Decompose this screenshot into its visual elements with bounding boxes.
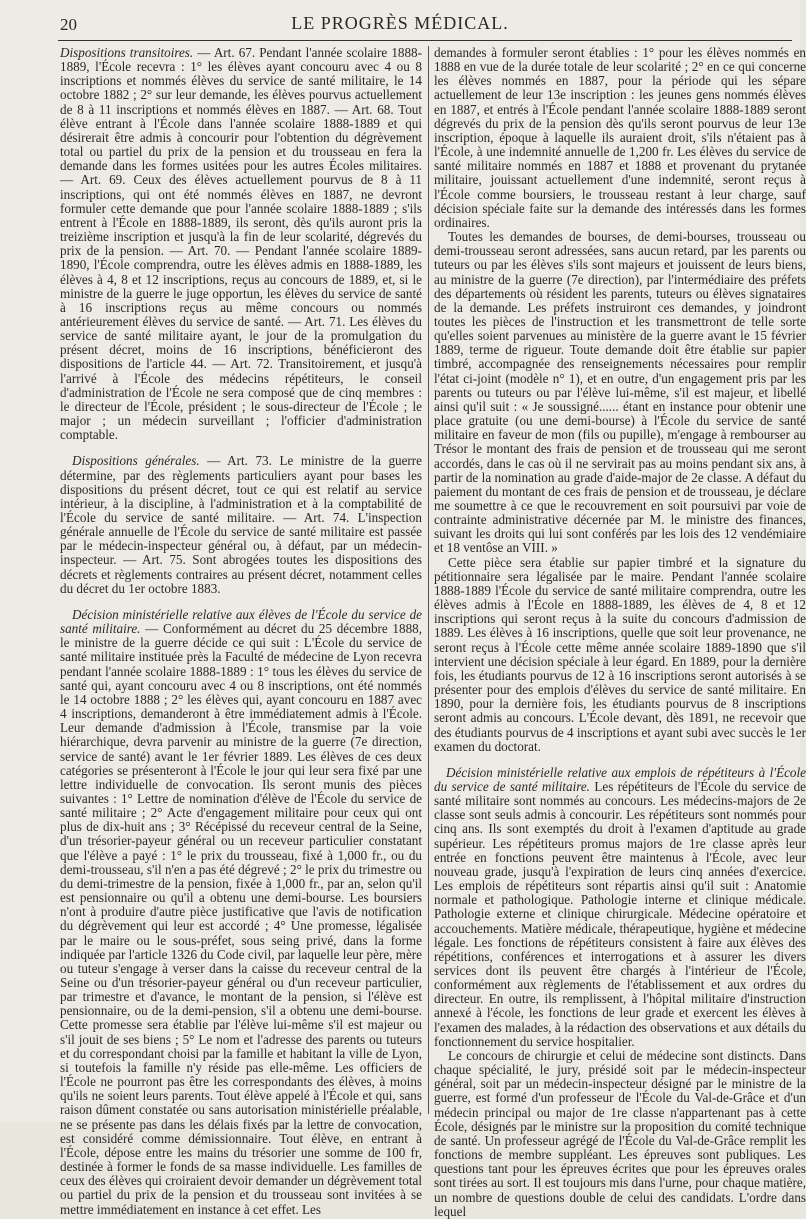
right-column (434, 45, 806, 1219)
paragraph-stamped-paper: Cette pièce sera établie sur papier timbré et la signature du pétitionnaire sera légalisée par le maire. Pendant l'année scolaire 1888-1889 l'École du service de santé militaire comprendra, outre les élèves admis à l'École en 1888-1889, les élèves de 4, 8 et 12 inscriptions qui seront reçus à la suite du concours d'admission de 1889. Les élèves à 16 inscriptions, quelle que soit leur provenance, ne seront reçus à l'École cette même année scolaire 1889-1890 que s'il intervient une décision spéciale à leur égard. En 1889, pour la dernière fois, les étudiants pourvus de 12 à 16 inscriptions seront autorisés à se présenter pour des emplois d'élèves du service de santé militaire. En 1890, pour la dernière fois, les étudiants pourvus de 8 inscriptions seront admis au concours. L'École devant, dès 1891, ne recevoir que des étudiants pourvus de 4 inscriptions et ayant subi avec succès le 1er examen du doctorat. (434, 554, 806, 754)
section-heading: Décision ministérielle relative aux emplois de répétiteurs à l'École du service de santé militaire. (434, 764, 806, 794)
paragraph-text: — Art. 67. Pendant l'année scolaire 1888-1889, l'École recevra : 1° les élèves ayant concouru avec 4 ou 8 inscriptions et nommés élèves du service de santé militaire, le 14 octobre 1882 ; 2° sur leur demande, les élèves pourvus actuellement de 8 à 11 inscriptions et nommés élèves en 1887. — Art. 68. Tout élève entrant à l'École dans l'année scolaire 1888-1889 et qui désirerait être admis à concourir pour l'obtention du dégrèvement total ou partiel du prix de la pension et du trousseau en fera la demande dans les formes usitées pour les autres Écoles militaires. — Art. 69. Ceux des élèves actuellement pourvus de 8 à 11 inscriptions, qui ont été nommés élèves en 1887, ne devront formuler cette demande que pour l'année scolaire 1888-1889 ; s'ils entrent à l'École en 1888-1889, ils seront, dès qu'ils auront pris la treizième inscription et jusqu'à la fin de leur scolarité, dégrevés du prix de la pension. — Art. 70. — Pendant l'année scolaire 1889-1890, l'École comprendra, outre les élèves admis en 1888-1889, les élèves à 4, 8 et 12 inscriptions, reçus au concours de 1889, et, si le ministre de la guerre le juge opportun, les élèves du service de santé à 16 inscriptions reçus au même concours ou nommés antérieurement élèves du service de santé. — Art. 71. Les élèves du service de santé militaire ayant, le jour de la promulgation du présent décret, moins de 16 inscriptions, bénéficieront des dispositions de l'article 44. — Art. 72. Transitoirement, et jusqu'à l'arrivé à l'École des médecins répétiteurs, le conseil d'administration de l'École ne sera composé que de cinq membres : le directeur de l'École, président ; le sous-directeur de l'École ; le major ; un médecin surveillant ; l'officier d'administration comptable. (60, 45, 422, 443)
header-rule (58, 40, 792, 41)
paragraph-ministerial-decision-tutors (434, 766, 806, 1049)
page-number: 20 (60, 15, 77, 34)
paragraph-ministerial-decision-students (60, 608, 422, 1217)
paragraph-text: — Art. 73. Le ministre de la guerre détermine, par des règlements particuliers ayant pour bases les dispositions du présent décret, tout ce qui est relatif au service intérieur, à la discipline, à l'administration et à la comptabilité de l'École du service de santé militaire. — Art. 74. L'inspection générale annuelle de l'École du service de santé militaire est passée par le médecin-inspecteur général ou, à défaut, par un médecin-inspecteur. — Art. 75. Sont abrogées toutes les dispositions des décrets et règlements contraires au présent décret, notamment celles du décret du 1er octobre 1883. (60, 453, 423, 596)
paragraph-text: Les répétiteurs de l'École du service de santé militaire sont nommés au concours. Les médecins-majors de 2e classe sont seuls admis à concourir. Les répétiteurs sont nommés pour cinq ans. Ils sont exemptés du droit à l'examen d'aptitude au grade supérieur. Les répétiteurs promus majors de 1re classe après leur entrée en fonctions peuvent être maintenus à l'École, avec leur nouveau grade, jusqu'à l'expiration de leurs cinq années d'exercice. Les emplois de répétiteurs sont répartis ainsi qu'il suit : Anatomie normale et pathologique. Pathologie interne et clinique médicale. Pathologie externe et clinique chirurgicale. Médecine opératoire et accouchements. Matière médicale, thérapeutique, hygiène et médecine légale. Les fonctions de répétiteurs consistent à faire aux élèves des répétitions, conférences et interrogations et à assurer les divers services dont ils peuvent être chargés à l'intérieur de l'École, conformément aux règlements de l'établissement et aux ordres du directeur. En outre, ils remplissent, à l'hôpital militaire d'instruction annexé à l'école, les fonctions de leur grade et exercent les élèves à l'examen des malades, à la rédaction des observations et aux détails du fonctionnement du service hospitalier. (434, 778, 806, 1049)
paragraph-continuation: demandes à formuler seront établies : 1° pour les élèves nommés en 1888 en vue de la durée totale de leur scolarité ; 2° en ce qui concerne les élèves nommés en 1887, pour la période qui les sépare actuellement de leur 13e inscription : les jeunes gens nommés élèves en 1887, et entrés à l'École pendant l'année scolaire 1888-1889 seront dégrevés du prix de la pension dès qu'ils seront pourvus de leur 13e inscription, époque à laquelle ils auraient droit, s'ils n'étaient pas à l'École, à une indemnité annuelle de 1,200 fr. Les élèves du service de santé militaire nommés en 1887 et 1888 et provenant du prytanée militaire, jouissant actuellement d'une indemnité, seront reçus à l'École comme boursiers, le trousseau restant à leur charge, sauf décision spéciale faite sur la demande des intéressés dans les formes ordinaires. (434, 45, 806, 230)
section-heading: Décision ministérielle relative aux élèves de l'École du service de santé militaire. (60, 606, 422, 637)
section-heading: Dispositions générales. (72, 453, 200, 469)
section-heading: Dispositions transitoires. (60, 45, 194, 60)
left-column (60, 45, 423, 1217)
column-divider (428, 46, 429, 1114)
paragraph-text: — Conformément au décret du 25 décembre 1888, le ministre de la guerre décide ce qui suit : L'École du service de santé militaire instituée près la Faculté de médecine de Lyon recevra pendant l'année scolaire 1888-1889 : 1° tous les élèves du service de santé qui, ayant concouru avec 4 ou 8 inscriptions, ont été nommés le 14 octobre 1888 ; 2° les élèves qui, ayant concouru en 1887 avec 4 inscriptions, demanderont à être immédiatement admis à l'École. Leur demande d'admission à l'École, transmise par la voie hiérarchique, devra parvenir au ministre de la guerre (7e direction, service de santé) avant le 1er février 1889. Les élèves de ces deux catégories se présenteront à l'École le jour qui leur sera fixé par une lettre individuelle de convocation. Ils seront munis des pièces suivantes : 1° Lettre de nomination d'élève de l'École du service de santé militaire ; 2° Acte d'engagement militaire pour ceux qui ont plus de dix-huit ans ; 3° Récépissé du receveur central de la Seine, d'un trésorier-payeur général ou un receveur particulier constatant que l'élève a payé : 1° le prix du trousseau, fixé à 1,000 fr., ou du demi-trousseau, s'il n'en a pas été dégrevé ; 2° le prix du trimestre ou du demi-trimestre de la pension, fixée à 1,000 fr., par an, selon qu'il est pensionnaire ou qu'il a obtenu une demi-bourse. Les boursiers n'ont à produire d'autre pièce justificative que l'avis de notification du dégrèvement qui leur est accordé ; 4° Une promesse, légalisée par le maire ou le sous-préfet, sous seing privé, dans la forme indiquée par l'article 1326 du Code civil, par laquelle leur père, mère ou tuteur s'engage à verser dans la caisse du receveur central de la Seine ou d'un trésorier-payeur général ou d'un receveur particulier, par trimestre et d'avance, le montant de la pension, si l'élève est pensionnaire, ou de la demi-pension, s'il a obtenu une demi-bourse. Cette promesse sera établie par l'élève lui-même s'il est majeur ou s'il jouit de ses biens ; 5° Le nom et l'adresse des parents ou tuteurs et du correspondant choisi par la famille et habitant la ville de Lyon, si toutefois la famille n'y réside pas elle-même. Les officiers de l'École ne pourront pas être les correspondants des élèves, à moins qu'ils ne soient leurs parents. Tout élève appelé à l'École et qui, sans raison dûment constatée ou sans autorisation ministérielle préalable, ne se présente pas dans les délais fixés par la lettre de convocation, est considéré comme démissionnaire. Tout élève, en entrant à l'École, dépose entre les mains du trésorier une somme de 100 fr, destinée à former le fonds de sa masse individuelle. Les familles de ceux des élèves qui croiraient devoir demander un dégrèvement total ou partiel du prix de la pension et du trousseau sont invitées à se mettre immédiatement en instance à cet effet. Les (60, 621, 422, 1217)
paragraph-bursary-requests: Toutes les demandes de bourses, de demi-bourses, trousseau ou demi-trousseau seront adressées, sans aucun retard, par les parents ou tuteurs ou par les élèves s'ils sont majeurs et jouissent de leurs biens, au ministre de la guerre (7e direction), par l'intermédiaire des préfets des départements où résident les parents, tuteurs ou élèves signataires de la demande. Les préfets instruiront ces demandes, y joindront toutes les pièces de l'instruction et les transmettront de telle sorte qu'elles soient parvenues au ministère de la guerre avant le 15 février 1889, terme de rigueur. Toute demande doit être établie sur papier timbré, accompagnée des renseignements nécessaires pour remplir l'état ci-joint (modèle n° 1), et en outre, d'un engagement pris par les parents ou tuteurs ou par l'élève lui-même, s'il est majeur, et libellé ainsi qu'il suit : « Je soussigné...... étant en instance pour obtenir une place gratuite (ou une demi-bourse) à l'École du service de santé militaire en faveur de mon (fils ou pupille), m'engage à rembourser au Trésor le montant des frais de pension et de trousseau qui me seront accordés, dans le cas où il ne servirait pas au moins pendant six ans, à partir de la nomination au grade d'aide-major de 2e classe. A défaut du paiement du montant de ces frais de pension et de trousseau, je déclare me soumettre à ce que le recouvrement en soit poursuivi par voie de contrainte administrative décernée par M. le ministre des finances, suivant les droits qui lui sont conférés par les lois des 12 vendémiaire et 18 ventôse an VIII. » (434, 229, 806, 556)
paragraph-general-provisions (60, 454, 422, 596)
paragraph-transitional-provisions (60, 46, 422, 442)
running-head: LE PROGRÈS MÉDICAL. (291, 13, 509, 33)
paragraph-competition: Le concours de chirurgie et celui de médecine sont distincts. Dans chaque spécialité, le jury, présidé soit par le médecin-inspecteur général, soit par un médecin-inspecteur désigné par le ministre de la guerre, est formé d'un professeur de l'École du Val-de-Grâce et d'un médecin principal ou major de 1re classe n'appartenant pas à cette École, désignés par le ministre sur la proposition du comité technique de santé. Un professeur agrégé de l'École du Val-de-Grâce remplit les fonctions de membre suppléant. Les épreuves sont publiques. Les questions tant pour les épreuves écrites que pour les épreuves orales sont tirées au sort. Il est toujours mis dans l'urne, pour chaque matière, un nombre de questions double de celui des candidats. L'ordre dans lequel (434, 1047, 806, 1219)
